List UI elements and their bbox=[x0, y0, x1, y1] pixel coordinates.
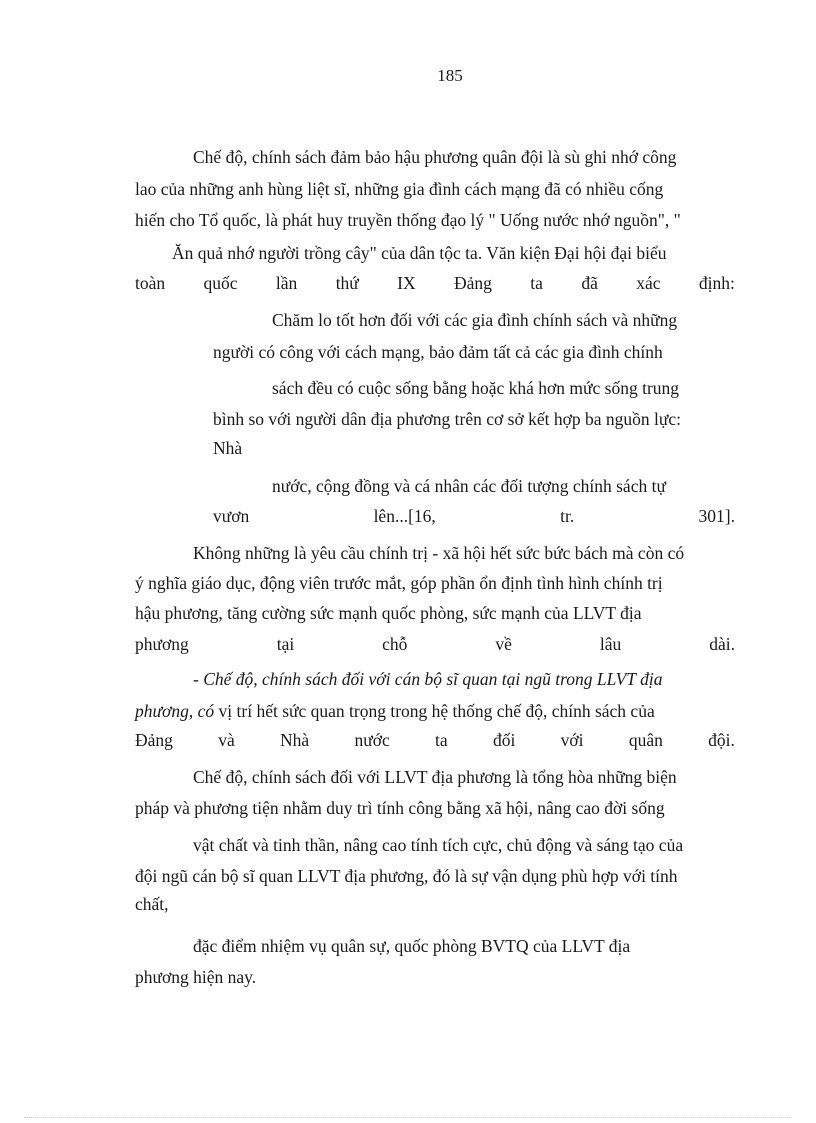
quote-line: sách đều có cuộc sống bằng hoặc khá hơn mức sống trung bbox=[272, 378, 680, 398]
word: định: bbox=[698, 273, 735, 293]
word: về bbox=[495, 634, 512, 654]
text-line: pháp và phương tiện nhằm duy trì tính công bằng xã hội, nâng cao đời sống bbox=[135, 798, 665, 818]
word: quân bbox=[628, 730, 663, 750]
text-line: đội ngũ cán bộ sĩ quan LLVT địa phương, đó là sự vận dụng phù hợp với tính bbox=[135, 866, 678, 886]
word: tại bbox=[276, 634, 295, 654]
word: thứ bbox=[335, 273, 359, 293]
italic-heading: - Chế độ, chính sách đối với cán bộ sĩ quan tại ngũ trong LLVT địa bbox=[193, 669, 663, 689]
word: 301]. bbox=[698, 506, 735, 526]
quote-line: người có công với cách mạng, bảo đảm tất cả các gia đình chính bbox=[213, 342, 663, 362]
quote-line: bình so với người dân địa phương trên cơ sở kết hợp ba nguồn lực: bbox=[213, 409, 681, 429]
word: lâu bbox=[599, 634, 622, 654]
text-line: phương hiện nay. bbox=[135, 967, 257, 987]
regular-run: vị trí hết sức quan trọng trong hệ thống chế độ, chính sách của bbox=[214, 701, 655, 721]
text-line: hiến cho Tổ quốc, là phát huy truyền thống đạo lý " Uống nước nhớ nguồn", " bbox=[135, 210, 681, 230]
word: ta bbox=[530, 273, 543, 293]
justified-line bbox=[213, 505, 735, 527]
word: và bbox=[218, 730, 235, 750]
text-line: đặc điểm nhiệm vụ quân sự, quốc phòng BVTQ của LLVT địa bbox=[193, 936, 631, 956]
word: Nhà bbox=[280, 730, 310, 750]
text-line: vật chất và tinh thần, nâng cao tính tích cực, chủ động và sáng tạo của bbox=[193, 835, 684, 855]
word: chỗ bbox=[382, 634, 408, 654]
text-line: hậu phương, tăng cường sức mạnh quốc phòng, sức mạnh của LLVT địa bbox=[135, 603, 642, 623]
word: Đảng bbox=[135, 730, 173, 750]
word: dài. bbox=[709, 634, 735, 654]
text-line: Không những là yêu cầu chính trị - xã hội hết sức bức bách mà còn có bbox=[193, 543, 685, 563]
word: xác bbox=[636, 273, 661, 293]
page-number: 185 bbox=[437, 66, 463, 85]
italic-run: phương, có bbox=[135, 701, 215, 721]
quote-line: nước, cộng đồng và cá nhân các đối tượng chính sách tự bbox=[272, 476, 666, 496]
word: quốc bbox=[203, 273, 238, 293]
justified-line bbox=[135, 633, 735, 655]
word: phương bbox=[135, 634, 189, 654]
word: vươn bbox=[213, 506, 250, 526]
word: toàn bbox=[135, 273, 166, 293]
text-line: lao của những anh hùng liệt sĩ, những gia đình cách mạng đã có nhiều cống bbox=[135, 179, 664, 199]
text-line: Chế độ, chính sách đảm bảo hậu phương quân đội là sù ghi nhớ công bbox=[193, 147, 677, 167]
word: với bbox=[560, 730, 584, 750]
justified-line bbox=[135, 729, 735, 751]
word: đã bbox=[581, 273, 598, 293]
word: tr. bbox=[560, 506, 575, 526]
text-line: ý nghĩa giáo dục, động viên trước mắt, góp phần ổn định tình hình chính trị bbox=[135, 573, 663, 593]
word: ta bbox=[435, 730, 448, 750]
justified-line bbox=[135, 272, 735, 294]
quote-line: Chăm lo tốt hơn đối với các gia đình chính sách và những bbox=[272, 310, 678, 330]
word: IX bbox=[397, 273, 416, 293]
word: lần bbox=[275, 273, 298, 293]
word: Đảng bbox=[454, 273, 492, 293]
quote-line: Nhà bbox=[213, 438, 243, 458]
word: lên...[16, bbox=[373, 506, 436, 526]
word: đội. bbox=[708, 730, 735, 750]
page-bottom-divider bbox=[24, 1117, 792, 1118]
text-line: chất, bbox=[135, 894, 169, 914]
text-line: Ăn quả nhớ người trồng cây" của dân tộc ta. Văn kiện Đại hội đại biểu bbox=[172, 243, 667, 263]
text-line: Chế độ, chính sách đối với LLVT địa phương là tổng hòa những biện bbox=[193, 767, 677, 787]
mixed-line bbox=[135, 700, 655, 722]
word: nước bbox=[354, 730, 390, 750]
word: đối bbox=[492, 730, 516, 750]
